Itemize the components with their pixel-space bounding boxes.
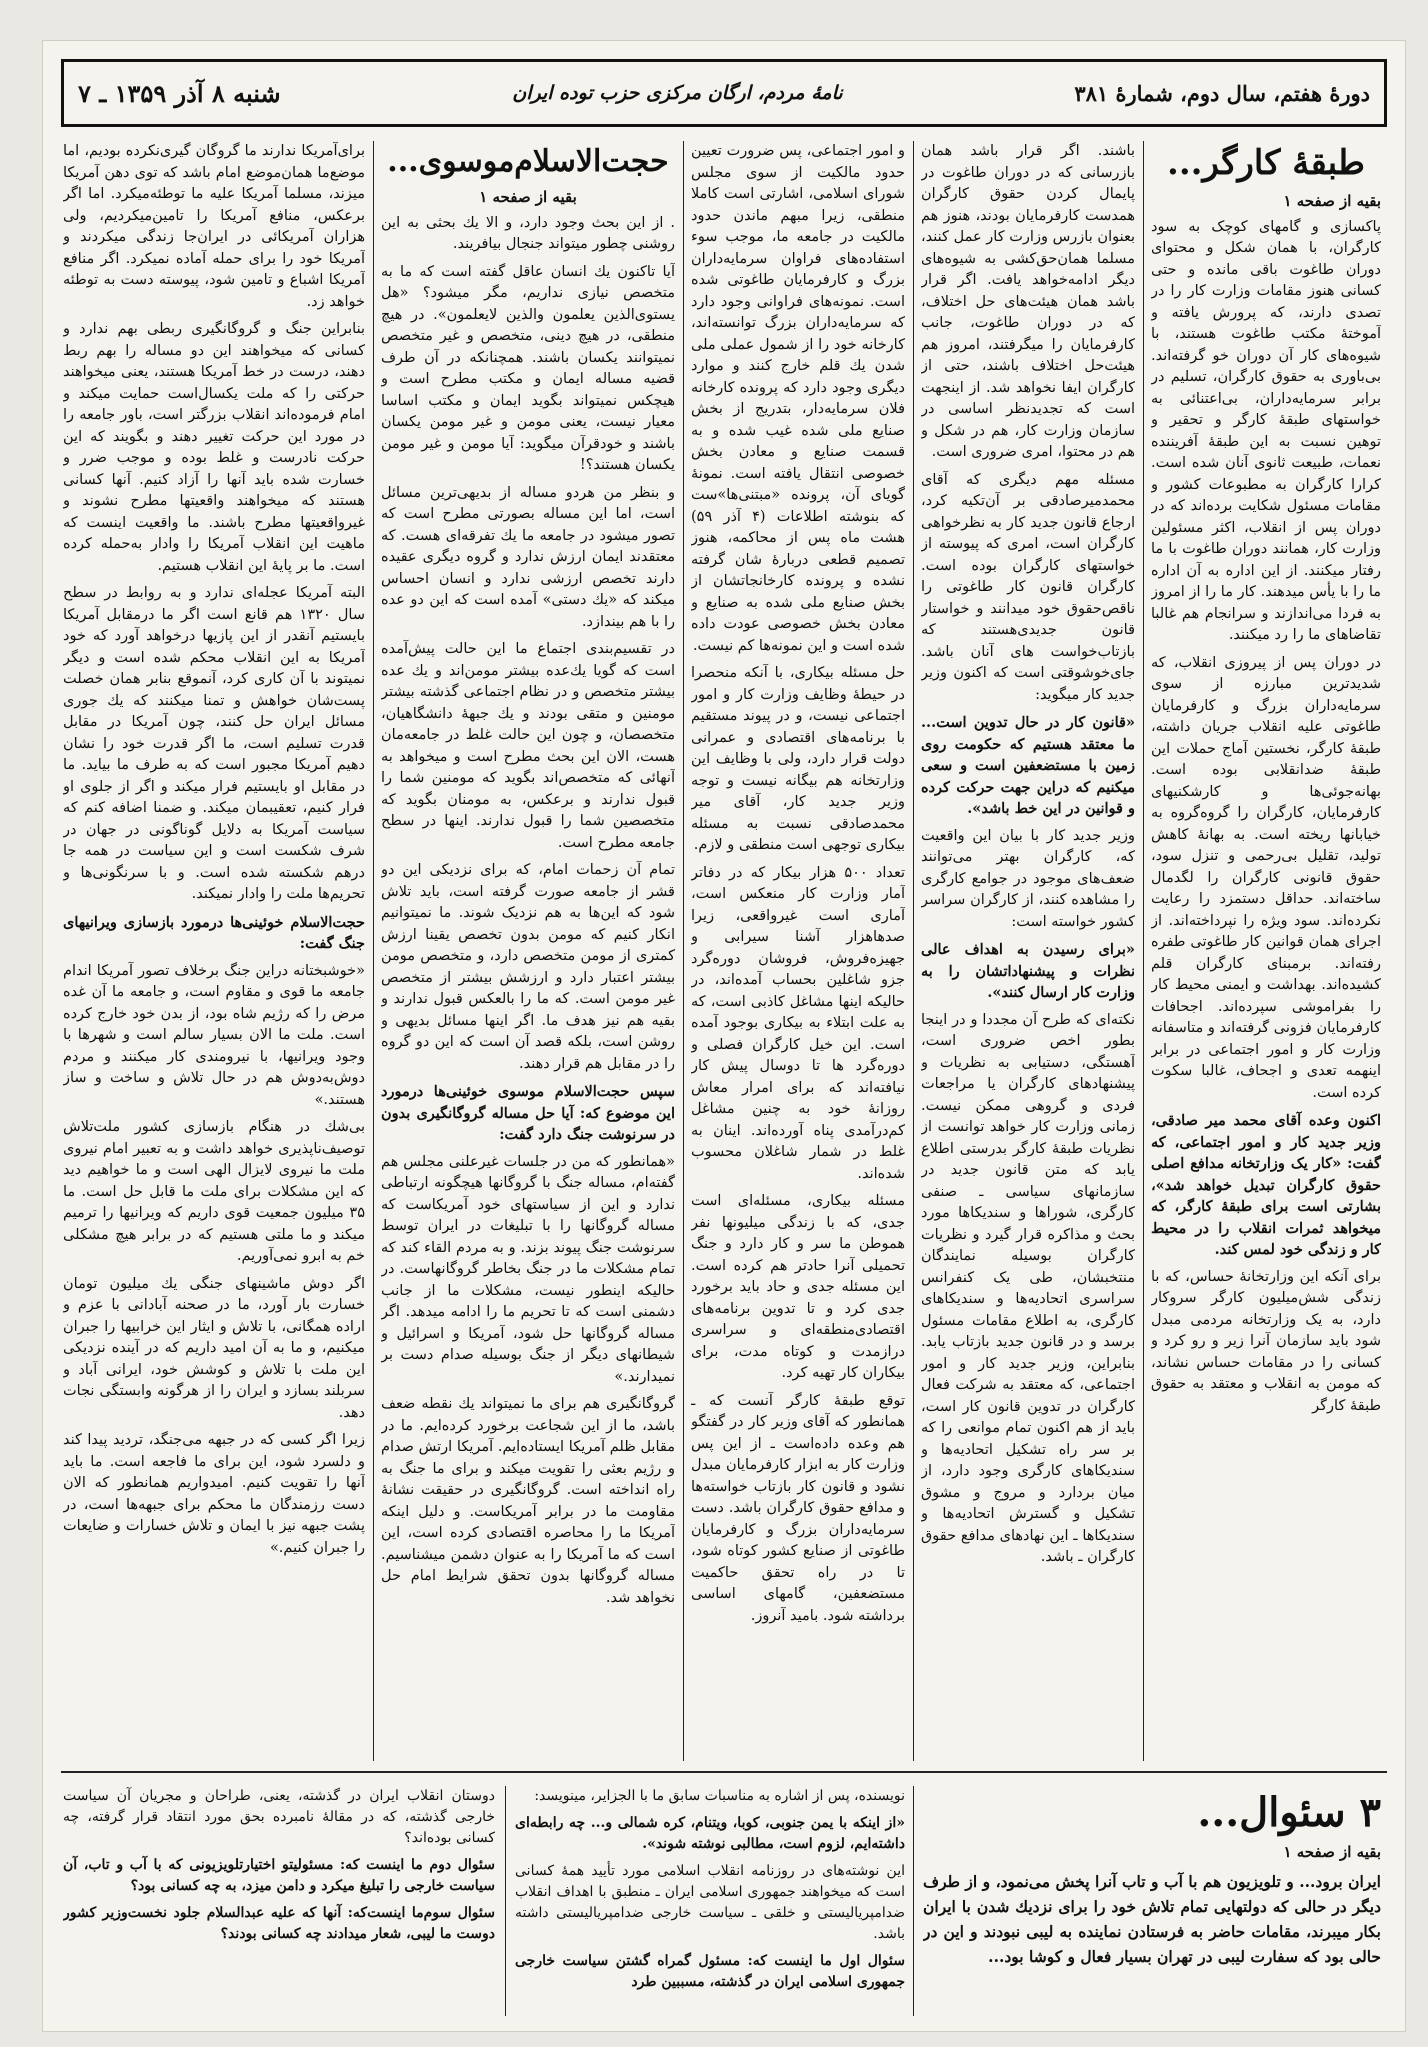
paragraph: «همانطور که من در جلسات غیرعلنی مجلس هم گفته‌ام، مساله جنگ با گروگانها هیچگونه ارتباطی ندارد و این از سیاستهای خود آمریکاست که مساله گروگانها را با تبلیغات در ایران توسط سرنوشت جنگ پیوند بزند. و به مردم القاء کند که تمام مشکلات ما در جنگ بخاطر گروگانهاست. در حالیکه اینطور نیست، مشکلات ما از جانب دشمنی است که تا تحریم ما را ادامه میدهد. اگر مساله گروگانها حل شود، آمریکا و اسرائیل و شیطانهای دیگر از جنگ بوسیله صدام دست بر نمیدارند.»: [381, 1153, 675, 1385]
paragraph: البته آمریکا عجله‌ای ندارد و به روابط در سطح سال ۱۳۲۰ هم قانع است اگر ما درمقابل آمریکا بایستیم آنقدر از این پازیها درخواهد آورد که خود آمریکا به این انقلاب محکم شده است و دیگر نمیتوند با آن کاری کرد، آنموقع بنابر همان خصلت پست‌شان خواهش و تمنا میکنند که یك جوری مسائل ایران حل کنند، چون آمریکا در مقابل قدرت تسلیم است، ما اگر قدرت خود را نشان دهیم آمریکا مجبور است که به طرف ما بیاید. ما در مقابل او بایستیم فرار میکند و اگر از جلوی او فرار کنیم، تعقیبمان میکند. و ضمنا اضافه کنم که سیاست آمریکا به دلایل گوناگونی در جهان در شرف شکست است و این سیاست در همه جا درهم شکسته شده است. و با سرنگونی‌ها و تحریم‌ها ملت را وادار نمیکند.: [63, 585, 365, 902]
quote: «از اینکه با یمن جنوبی، کوبا، ویتنام، کره شمالی و... چه رابطه‌ای داشته‌ایم، لزوم است، مطالبی نوشته شوند».: [515, 1815, 905, 1852]
column-divider: [913, 1786, 914, 2016]
paragraph: برای آنکه این وزارتخانهٔ حساس، که با زندگی شش‌میلیون کارگر سروکار دارد، به یک وزارتخانه مردمی مبدل شود باید سازمان آنرا زیر و رو کرد و کسانی را در مقامات حساس نشاند، که مومن به انقلاب و معتقد به حقوق طبقهٔ کارگر: [1151, 1268, 1381, 1414]
article-working-class-col3: [691, 141, 905, 1761]
paragraph: در دوران پس از پیروزی انقلاب، که شدیدترین مبارزه از سوی سرمایه‌داران بزرگ و کارفرمایان طاغوتی علیه انقلاب جریان داشته، طبقهٔ کارگر، نخستین آماج حملات این طبقهٔ ضدانقلابی بوده است. بهانه‌جوئی‌ها و کارشکنیهای کارفرمایان، کارگران را گروه‌گروه به خیابانها ریخته است. به بهانهٔ کاهش تولید، تقلیل بی‌رحمی و تنزل سود، حقوق قانونی کارگران را لگدمال ساخته‌اند. حداقل دستمزد را رعایت نکرده‌اند. سود ویژه را نپرداخته‌اند. از اجرای همان قوانین کار طاغوتی طفره رفته‌اند. برمبنای کارگران قلم کشیده‌اند. بهداشت و ایمنی محیط کار را بفراموشی سپرده‌اند. اجحافات کارفرمایان فزونی گرفته‌اند و متاسفانه وزارت کار و امور اجتماعی در برابر اینهمه تعدی و اجحاف، غالبا سکوت کرده است.: [1151, 654, 1381, 1101]
continued-from: بقیه از صفحه ۱: [479, 188, 577, 206]
paragraph: بی‌شك در هنگام بازسازی کشور ملت‌تلاش توصیف‌ناپذیری خواهد داشت و به تعبیر امام نیروی ملت ما نیروی لایزال الهی است و ما خواهیم دید که این مشکلات برای ملت ما قابل حل است. ما ۳۵ میلیون جمعیت قوی داریم که ویرانیها را ترمیم میکند و ما ملتی هستیم که در برابر هیچ مشکلی خم به ابرو نمی‌آوریم.: [63, 1119, 365, 1264]
subheading: حجت‌الاسلام خوئینی‌ها درمورد بازسازی ویرانیهای جنگ گفت:: [63, 913, 365, 952]
paragraph: «خوشبختانه دراین جنگ برخلاف تصور آمریکا اندام جامعه ما قوی و مقاوم است، و جامعه ما آن غده مرض را که رژیم شاه بود، از بدن خود خارج کرده است. ملت ما الان بسیار سالم است و شهرها با وجود ویرانیها، با نیرومندی کار میکنند و مردم دوش‌به‌دوش هم در حال تلاش و ساخت و ساز هستند.»: [63, 962, 365, 1108]
paragraph: حل مسئله بیکاری، با آنکه منحصرا در حیطهٔ وظایف وزارت کار و امور اجتماعی نیست، و در پیوند مستقیم با برنامه‌های اقتصادی و عمرانی دولت قرار دارد، ولی با وظایف این وزارتخانه هم بیگانه نیست و توجه وزیر جدید کار، آقای میر محمدصادقی نسبت به مسئله بیکاری توجهی است منطقی و لازم.: [691, 665, 905, 853]
question-two: سئوال دوم ما اینست که: مسئولیتو اختیارتلویزیونی که با آب و تاب، آن سیاست خارجی را تبلیغ میکرد و دامن میزد، به چه کسانی بود؟: [63, 1857, 495, 1894]
paragraph: . از این بحث وجود دارد، و الا یك بحثی به این روشنی چطور میتواند جنجال بیافریند.: [381, 214, 675, 252]
article-title: طبقهٔ کارگر...: [1166, 143, 1365, 183]
paragraph: گروگانگیری هم برای ما نمیتواند یك نقطه ضعف باشد، ما از این شجاعت برخورد کرده‌ایم. ما در مقابل ظلم آمریکا ایستاده‌ایم. آمریکا ارتش صدام و رژیم بعثی را تقویت میکند و برای ما جنگ به راه انداخته است. گروگانگیری در حقیقت نشانهٔ مقاومت ما در برابر آمریکاست. و دلیل اینکه آمریکا ما را محاصره اقتصادی کرده است، این است که ما آمریکا را به عنوان دشمن میشناسیم. مساله گروگانها بدون تحقق شرایط امام حل نخواهد شد.: [381, 1396, 675, 1606]
column-divider: [505, 1786, 506, 2016]
newspaper-masthead: نامهٔ مردم، ارگان مرکزی حزب توده ایران: [512, 82, 843, 104]
article-mousavi: [381, 141, 675, 1761]
article-title: حجت‌الاسلام‌موسوی...: [387, 144, 669, 179]
article-title: ۳ سئوال...: [1197, 1789, 1381, 1836]
paragraph: تعداد ۵۰۰ هزار بیکار که در دفاتر آمار وزارت کار منعکس است، آماری است غیرواقعی، زیرا صدهاهزار آشنا سیرابی و جهیزه‌فروش، فروشان دوره‌گرد جزو شاغلین بحساب آمده‌اند، در حالیکه اینها مشاغل کاذبی است، که به علت ابتلاء به بیکاری بوجود آمده است. این خیل کارگران فصلی و دوره‌گرد ها تا دوسال پیش کار نیافته‌اند که برای امرار معاش روزانهٔ خود به چنین مشاغل کم‌درآمدی پناه آورده‌اند. اینان به غلط در شمار شاغلان محسوب شده‌اند.: [691, 864, 905, 1182]
column-divider: [683, 141, 684, 1761]
paragraph: آیا تاکنون یك انسان عاقل گفته است که ما به متخصص نیازی نداریم، مگر میشود؟ «هل یستوی‌الذین یعلمون والذین لایعلمون». در هیچ منطقی، در هیچ دینی، متخصص و غیر متخصص نمیتوانند یکسان باشند. همچنانکه در آن طرف قضیه مساله ایمان و مکتب مطرح است و هیچکس نمیتواند بگوید ایمان و مکتب اساسا معیار نیست، یعنی مومن و غیر مومن یکسان باشند و خودقرآن میگوید: آیا مومن و غیر مومن یکسان هستند؟!: [381, 263, 675, 473]
paragraph: باشند. اگر قرار باشد همان بازرسانی که در دوران طاغوت در پایمال کردن حقوق کارگران همدست کارفرمایان بودند، هنوز هم بعنوان بازرس وزارت کار عمل کنند، مسلما همان‌حق‌کشی به شیوه‌های دیگر ادامه‌خواهد یافت. اگر قرار باشد همان هیئت‌های حل اختلاف، که در دوران طاغوت، جانب کارفرمایان را میگرفتند، امروز هم هیئت‌حل اختلاف باشند، حتی از کارگران ایفا نخواهد شد. از اینجهت است که تجدیدنظر اساسی در سازمان وزارت کار، هم در شکل و هم در محتوا، امری ضروری است.: [921, 143, 1135, 460]
paragraph: و بنظر من هردو مساله از بدیهی‌ترین مسائل است، اما این مساله بصورتی مطرح است که تصور میشود در جامعه ما یك تفرقه‌ای هست. که معتقدند ایمان ارزش ندارد و گروه دیگری عقیده دارند تخصص ارزشی ندارد و انسان احساس میکند که «یك دستی» آمده است که این دو عده را با هم بیندازد.: [381, 484, 675, 630]
newspaper-page: [42, 40, 1406, 2032]
paragraph: مسئله مهم دیگری که آقای محمدمیرصادقی بر آن‌تکیه کرد، ارجاع قانون جدید کار به نظرخواهی کارگران است، امری که پیوسته از خواستهای کارگران بوده است. کارگران قانون کار طاغوتی را ناقص‌حقوق خود میدانند و خواستار قانون جدیدی‌هستند که بازتاب‌خواست های آنان باشد. جای‌خوشوقتی است که اکنون وزیر جدید کار میگوید:: [921, 471, 1135, 703]
paragraph: زیرا اگر کسی که در جبهه می‌جنگد، تردید پیدا کند و دلسرد شود، این برای ما فاجعه است. ما باید آنها را تقویت کنیم. امیدواریم همانطور که الان دست رزمندگان ما محکم برای جبهه‌ها است، در پشت جبهه نیز با ایمان و تلاش خسارات و ضایعات را جبران کنیم.»: [63, 1432, 365, 1556]
article-three-questions: [923, 1786, 1381, 2016]
paragraph: و امور اجتماعی، پس ضرورت تعیین حدود مالکیت از سوی مجلس شورای اسلامی، اشارتی است کاملا منطقی، زیرا مبهم ماندن حدود مالکیت در جامعه ما، موجب سوء استفاده‌های فراوان سرمایه‌داران بزرگ و کارفرمایان طاغوتی شده است. نمونه‌های فراوانی وجود دارد که سرمایه‌داران بزرگ توانسته‌اند، کارخانه خود را از شمول عملی ملی شدن یك قلم خارج کنند و موارد دیگری وجود دارد که پرونده کارخانه فلان سرمایه‌دار، بتدریج از بخش صنایع ملی شده غیب شده و به قسمت صنایع و معادن بخش خصوصی انتقال یافته است. نمونهٔ گویای آن، پرونده «مبتنی‌ها»ست که بنوشته اطلاعات (۴ آذر ۵۹) هشت ماه پس از محاکمه، هنوز تصمیم قطعی دربارهٔ شان گرفته نشده و پرونده کارخانجاتشان از بخش صنایع ملی شده به صنایع و معادن بخش خصوصی عودت داده شده است و این نمونه‌ها کم نیست.: [691, 143, 905, 654]
paragraph: در تقسیم‌بندی اجتماع ما این حالت پیش‌آمده است که گویا یك‌عده بیشتر مومن‌اند و یك عده بیشتر متخصص و در نظام اجتماعی گذشته بیشتر مومنین و متقی بودند و یك جبههٔ دانشگاهیان، متخصصان، و چون این حالت غلط در جامعه‌مان هست، الان این بحث مطرح است و میخواهد به آنهائی که متخصص‌اند بگوید که مومنین شما را قبول ندارند و برعکس، به مومنان بگوید که متخصصین شما را قبول ندارند. اینها در سطح جامعه مطرح است.: [381, 641, 675, 851]
quote: «قانون کار در حال تدوین است... ما معتقد هستیم که حکومت روی زمین با مستضعفین است و سعی میکنیم که دراین جهت حرکت کرده و قوانین در این خط باشد».: [921, 714, 1135, 817]
article-working-class: [1151, 141, 1381, 1761]
paragraph: مسئله بیکاری، مسئله‌ای است جدی، که با زندگی میلیونها نفر هموطن ما سر و کار دارد و جنگ تحمیلی آنرا حادتر هم کرده است. این مسئله جدی و حاد باید برخورد جدی کرد و تا تدوین برنامه‌های اقتصادی‌منطقه‌ای و سراسری درازمدت و کوتاه مدت، برای بیکاران کار تهیه کرد.: [691, 1193, 905, 1381]
paragraph: ایران برود... و تلویزیون هم با آب و تاب آنرا پخش می‌نمود، و از طرف دیگر در حالی که دولتهایی تمام تلاش خود را برای نزدیك شدن با ایران بکار میبرند، مقامات حاضر به فرستادن نماینده به لیبی نبودند و این در حالی بود که سفارت لیبی در تهران بسیار فعال و کوشا بود...: [923, 1872, 1381, 1966]
column-divider: [1143, 141, 1144, 1761]
page-header: [61, 59, 1387, 127]
paragraph: وزیر جدید کار با بیان این واقعیت که، کارگران بهتر می‌توانند ضعف‌های موجود در جوامع کارگری را مشاهده کنند، از کارگران سراسر کشور خواسته است:: [921, 827, 1135, 930]
question-one: سئوال اول ما اینست که: مسئول گمراه گشتن سیاست خارجی جمهوری اسلامی ایران در گذشته، مسببین طرد: [515, 1953, 905, 1990]
paragraph: پاکسازی و گامهای کوچک به سود کارگران، با همان شکل و محتوای دوران طاغوت باقی مانده و حتی کسانی هنوز مقامات وزارت کار را در تصدی دارند، که پرورش یافته و آموختهٔ مکتب طاغوت هستند، با شیوه‌های کار آن دوران خو گرفته‌اند. بی‌باوری به حقوق کارگران، تسلیم در برابر سرمایه‌داران، بی‌اعتنائی به خواستهای طبقهٔ کارگر و تحقیر و توهین نسبت به این طبقهٔ آفریننده نعمات، طبیعت ثانوی آنان شده است. کرارا کارگران به مطبوعات کشور و مقامات مسئول شکایت برده‌اند که در دوران پس از انقلاب، اکثر مسئولین وزارت کار، همانند دوران طاغوت با ما رفتار میکنند. از این اداره به آن اداره ما را با یأس میدهند. کار ما را از امروز به فردا می‌اندازند و سرانجام هم غالبا تقاضاهای ما را رد میکنند.: [1151, 218, 1381, 643]
column-divider: [373, 141, 374, 1761]
paragraph: اکنون وعده آقای محمد میر صادقی، وزیر جدید کار و امور اجتماعی، که گفت: «کار یک وزارتخانه مدافع اصلی حقوق کارگران تبدیل خواهد شد»، بشارتی است برای طبقهٔ کارگر، که میخواهد ثمرات انقلاب را در محیط کار و زندگی خود لمس کند.: [1151, 1112, 1381, 1258]
section-divider: [61, 1771, 1387, 1773]
paragraph: نویسنده، پس از اشاره به مناسبات سابق ما با الجزایر، مینویسد:: [534, 1788, 905, 1804]
continued-from: بقیه از صفحه ۱: [1283, 1843, 1381, 1861]
question-three: سئوال سوم‌ما اینست‌که: آنها که علیه عبدالسلام جلود نخست‌وزیر کشور دوست ما لیبی، شعار میدادند چه کسانی بودند؟: [63, 1905, 495, 1942]
article-mousavi-col2: [63, 141, 365, 1761]
paragraph: دوستان انقلاب ایران در گذشته، یعنی، طراحان و مجریان آن سیاست خارجی گذشته، که در مقالهٔ نامبرده بحق مورد انتقاد قرار گرفته، چه کسانی بوده‌اند؟: [63, 1788, 495, 1846]
paragraph: این نوشته‌های در روزنامه انقلاب اسلامی مورد تأیید همهٔ کسانی است که میخواهند جمهوری اسلامی ایران ـ منطبق با اهداف انقلاب ضدامپریالیستی و خلقی ـ سیاست خارجی ضدامپریالیستی داشته باشد.: [515, 1863, 905, 1942]
paragraph: سپس حجت‌الاسلام موسوی خوئینی‌ها درمورد این موضوع که: آیا حل مساله گروگانگیری بدون در سرنوشت جنگ دارد گفت:: [381, 1083, 675, 1143]
paragraph: اگر دوش ماشینهای جنگی یك میلیون تومان خسارت بار آورد، ما در صحنه آبادانی با عزم و اراده همگانی، با تلاش و ایثار این خرابیها را جبران میکنیم، و ما به آن امید داریم که در آینده نزدیکی این ملت با تلاش و کوشش خود، ایرانی آباد و سربلند بسازد و ایران را از هرگونه وابستگی نجات دهد.: [63, 1275, 365, 1421]
continued-from: بقیه از صفحه ۱: [1283, 192, 1381, 210]
paragraph: تمام آن زحمات امام، که برای نزدیکی این دو قشر از جامعه صورت گرفته است، باید تلاش شود که این‌ها به هم نزدیک شوند. ما نمیتوانیم انکار کنیم که مومن بدون تخصص یقینا ارزش کمتری از مومن متخصص دارد، و متخصص مومن بیشتر اعتبار دارد و ارزشش بیشتر از متخصص غیر مومن است. که ما را بالعکس قبول ندارند و بقیه هم نیز هدف ما. اگر اینها مسائل بدیهی و روشن است، بلکه قصد آن است که این دو گروه را در مقابل هم قرار دهند.: [381, 862, 675, 1072]
article-three-questions-col3: [63, 1786, 495, 2016]
article-three-questions-col2: [515, 1786, 905, 2016]
paragraph: توقع طبقهٔ کارگر آنست که ـ همانطور که آقای وزیر کار در گفتگو هم وعده داده‌است ـ از این پس وزارت کار به ابزار کارفرمایان مبدل نشود و قانون کار بازتاب خواسته‌ها و مدافع حقوق کارگران باشد. دست سرمایه‌داران بزرگ و کارفرمایان طاغوتی از صنایع کشور کوتاه شود، تا در راه تحقق حاکمیت مستضعفین، گامهای اساسی برداشته شود. بامید آنروز.: [691, 1392, 905, 1624]
column-divider: [913, 141, 914, 1761]
article-working-class-col2: [921, 141, 1135, 1761]
paragraph: نکته‌ای که طرح آن مجددا و در اینجا بطور اخص ضروری است، آهستگی، دستیابی به نظریات و پیشنهادهای کارگران یا مراجعات فردی و گروهی ممکن نیست. زمانی وزارت کار خواهد توانست از نظریات طبقهٔ کارگر بدرستی اطلاع یابد که متن قانون جدید در سازمانهای سیاسی ـ صنفی کارگری، شوراها و سندیکاها مورد بحث و مذاکره قرار گیرد و نظریات کارگران بوسیله نمایندگان منتخبشان، طی یک کنفرانس سراسری اتحادیه‌ها و سندیکاهای کارگری، به اطلاع مقامات مسئول برسد و در قانون جدید بازتاب یابد. بنابراین، وزیر جدید کار و امور اجتماعی، که معتقد به شرکت فعال کارگران در تدوین قانون کار است، باید از هم اکنون تمام موانعی را که بر سر راه تشکیل اتحادیه‌ها و سندیکاهای کارگری وجود دارد، از میان بردارد و مروج و مشوق تشکیل و گسترش اتحادیه‌ها و سندیکاها ـ این نهادهای مدافع حقوق کارگران ـ باشد.: [921, 1011, 1135, 1565]
paragraph: برای‌آمریکا ندارند ما گروگان گیری‌نکرده بودیم، اما موضع‌ما همان‌موضع امام باشد که توی دهن آمریکا میزند، مسلما آمریکا علیه ما توطئه‌میکرد. اما اگر برعکس، منافع آمریکا را تامین‌میکردیم، ولی هزاران آمریکائی در ایران‌جا زندگی میکردند و آمریکا خود را برای حمله آماده نمیکرد. اگر منافع آمریکا اشباع و تامین شود، پیوسته دست به توطئه خواهد زد.: [63, 143, 365, 310]
paragraph: بنابراین جنگ و گروگانگیری ربطی بهم ندارد و کسانی که میخواهند این دو مساله را بهم ربط دهند، درست در خط آمریکا هستند، یعنی میخواهند حرکتی را که ملت یکسال‌است حمایت میکند و امام فرموده‌اند انقلاب بزرگتر است، باور جامعه را در مورد این حرکت تغییر دهند و بگویند که این حرکت نادرست و غلط بوده و موجب ضرر و خسارت شده باید آنها را آزاد کنیم. آنها کسانی هستند که میخواهند واقعیتها مطرح نشوند و غیرواقعیتها مطرح باشند. ما واقعیت اینست که ماهیت این انقلاب آمریکا را وادار به‌حمله کرده است. ما بر پایهٔ این انقلاب هستیم.: [63, 321, 365, 574]
issue-info: دورهٔ هفتم، سال دوم، شمارهٔ ۳۸۱: [1074, 80, 1370, 106]
quote: «برای رسیدن به اهداف عالی نظرات و پیشنهاداتشان را به وزارت کار ارسال کنند».: [921, 941, 1135, 1001]
date-page: شنبه ۸ آذر ۱۳۵۹ ـ ۷: [78, 78, 281, 108]
